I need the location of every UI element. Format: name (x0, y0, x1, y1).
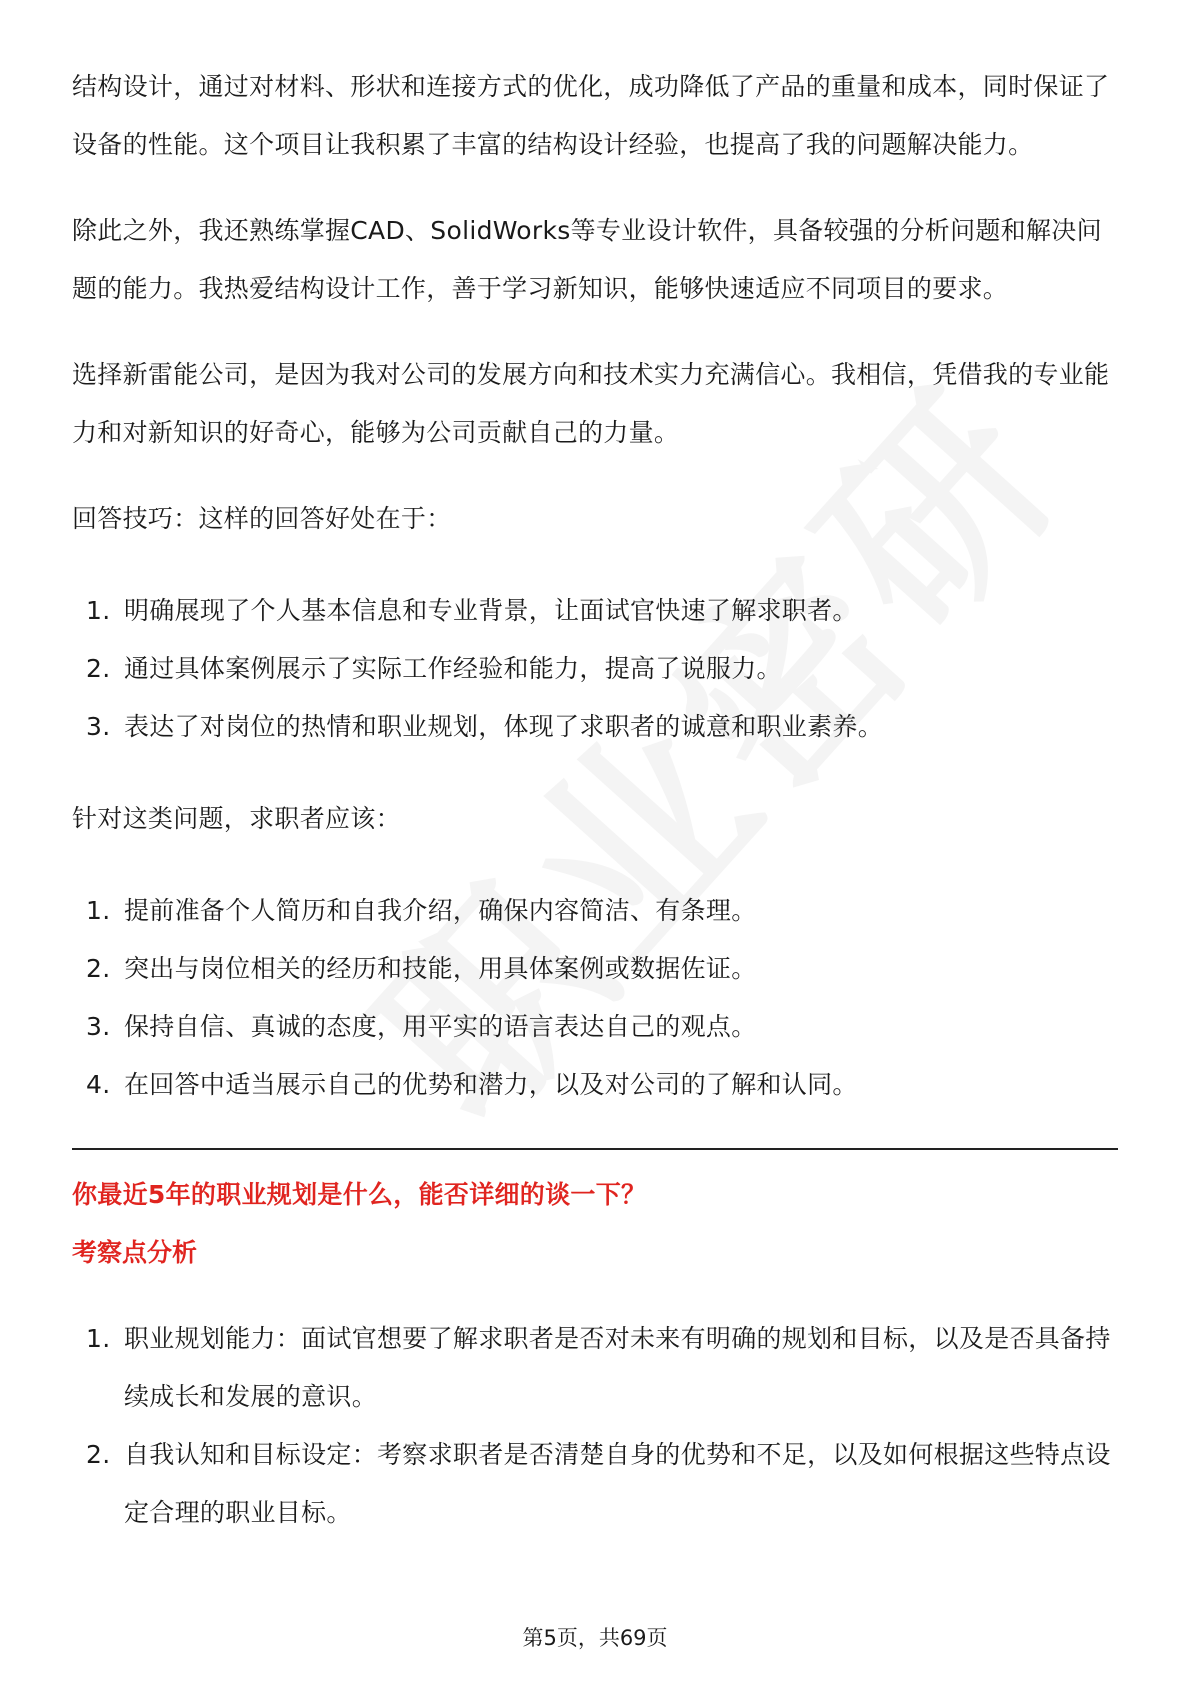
analysis-list (72, 1310, 1118, 1542)
page-content (72, 58, 1118, 1576)
advice-list (72, 882, 1118, 1114)
analysis-title: 考察点分析 (72, 1238, 198, 1267)
paragraph-project: 结构设计，通过对材料、形状和连接方式的优化，成功降低了产品的重量和成本，同时保证了设备的性能。这个项目让我积累了丰富的结构设计经验，也提高了我的问题解决能力。 (72, 72, 1110, 159)
list-item: 3. 表达了对岗位的热情和职业规划，体现了求职者的诚意和职业素养。 (86, 712, 884, 741)
paragraph-tips-heading: 回答技巧：这样的回答好处在于： (72, 504, 452, 533)
list-item: 1. 明确展现了个人基本信息和专业背景，让面试官快速了解求职者。 (86, 596, 858, 625)
list-item: 2. 突出与岗位相关的经历和技能，用具体案例或数据佐证。 (86, 954, 757, 983)
paragraph-skills: 除此之外，我还熟练掌握CAD、SolidWorks等专业设计软件，具备较强的分析问题和解决问题的能力。我热爱结构设计工作，善于学习新知识，能够快速适应不同项目的要求。 (72, 216, 1102, 303)
benefits-list (72, 582, 1118, 756)
list-item: 1. 职业规划能力：面试官想要了解求职者是否对未来有明确的规划和目标，以及是否具备持续成长和发展的意识。 (86, 1324, 1111, 1411)
list-item: 4. 在回答中适当展示自己的优势和潜力，以及对公司的了解和认同。 (86, 1070, 858, 1099)
page-footer: 第5页，共69页 (522, 1626, 668, 1650)
section-divider (72, 1148, 1118, 1150)
list-item: 1. 提前准备个人简历和自我介绍，确保内容简洁、有条理。 (86, 896, 757, 925)
question-title: 你最近5年的职业规划是什么，能否详细的谈一下？ (72, 1180, 647, 1209)
list-item: 2. 通过具体案例展示了实际工作经验和能力，提高了说服力。 (86, 654, 782, 683)
list-item: 3. 保持自信、真诚的态度，用平实的语言表达自己的观点。 (86, 1012, 757, 1041)
advice-intro: 针对这类问题，求职者应该： (72, 804, 401, 833)
list-item: 2. 自我认知和目标设定：考察求职者是否清楚自身的优势和不足，以及如何根据这些特点设定合理的职业目标。 (86, 1440, 1111, 1527)
paragraph-motivation: 选择新雷能公司，是因为我对公司的发展方向和技术实力充满信心。我相信，凭借我的专业能力和对新知识的好奇心，能够为公司贡献自己的力量。 (72, 360, 1110, 447)
